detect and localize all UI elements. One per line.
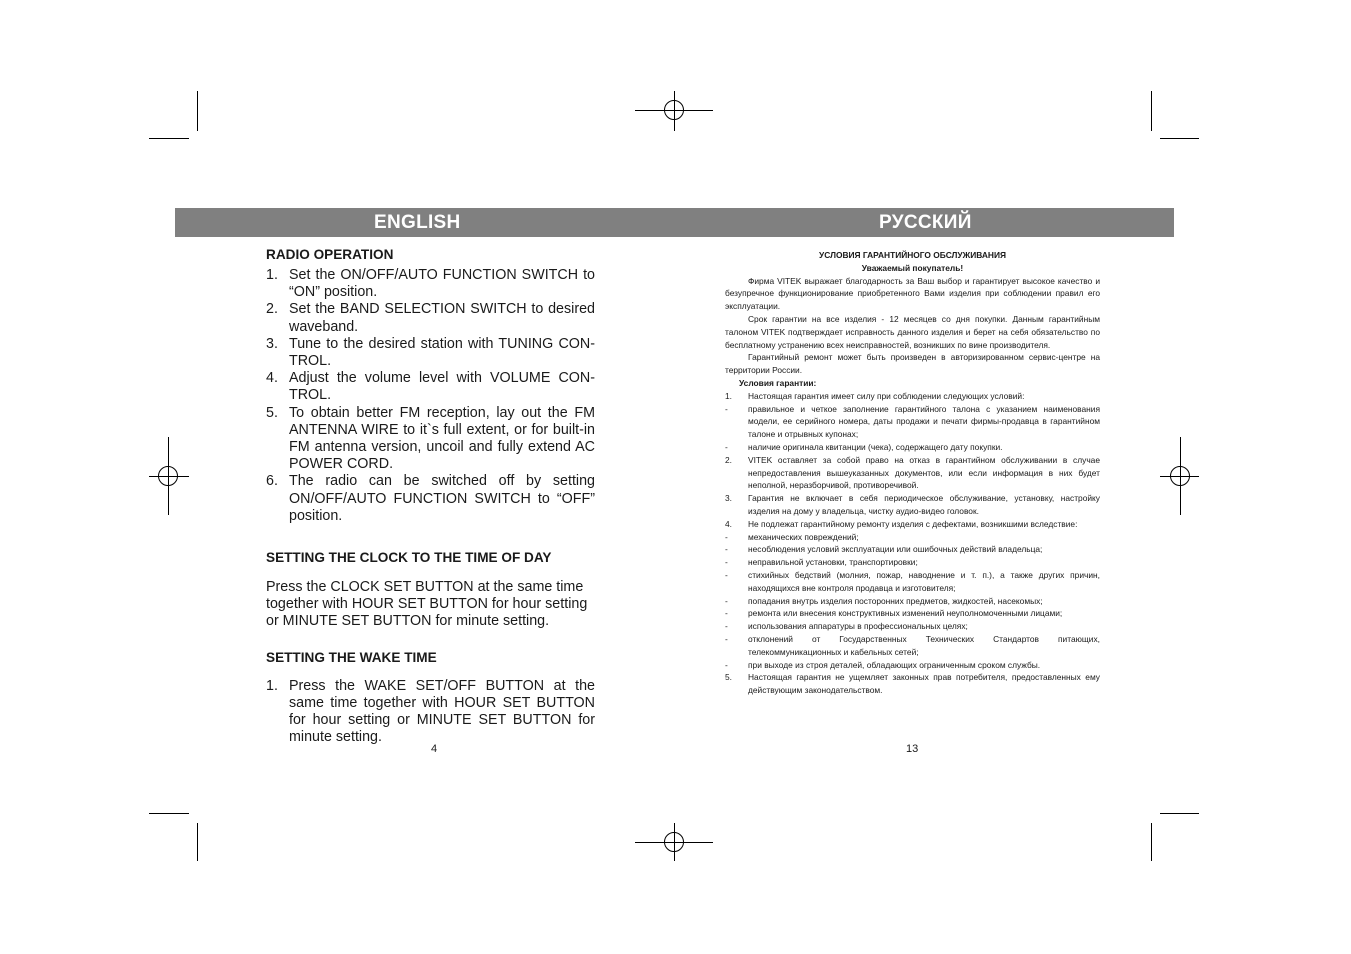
list-item: 2. VITEK оставляет за собой право на отказ в гарантийном обслуживании в случае непредоставления вышеуказанных документов, или если информация в них будет неполной, неразборчивой, противоречивой. [725, 454, 1100, 491]
warranty-title: УСЛОВИЯ ГАРАНТИЙНОГО ОБСЛУЖИВАНИЯ [819, 250, 1006, 260]
list-item: - неправильной установки, транспортировки; [725, 557, 918, 568]
clock-text: Press the CLOCK SET BUTTON at the same time together with HOUR SET BUTTON for hour setting or MINUTE SET BUTTON for minute setting. [266, 579, 588, 630]
list-item: - несоблюдения условий эксплуатации или ошибочных действий владельца; [725, 544, 1043, 555]
list-item: - правильное и четкое заполнение гарантийного талона с указанием наименования модели, ее серийного номера, даты продажи и печати фирмы-продавца в гарантийном талоне и отрывных купонах; [725, 403, 1100, 440]
greeting: Уважаемый покупатель! [861, 262, 964, 273]
russian-title: РУССКИЙ [879, 212, 972, 233]
header-band [175, 208, 1174, 237]
list-item: 1. Set the ON/OFF/AUTO FUNCTION SWITCH to “ON” position. [266, 267, 595, 301]
radio-steps-list [266, 267, 595, 525]
wake-steps-list [266, 678, 595, 747]
paragraph: Срок гарантии на все изделия - 12 месяцев со дня покупки. Данным гарантийным талоном VITEK подтверждает исправность данного изделия и берет на себя обязательство по бесплатному устранению всех неисправностей, возникших по вине производителя. [725, 313, 1100, 350]
paragraph: Фирма VITEK выражает благодарность за Ваш выбор и гарантирует высокое качество и безупречное функционирование приобретенного Вами изделия при соблюдении правил его эксплуатации. [725, 275, 1100, 312]
list-item: - использования аппаратуры в профессиональных целях; [725, 621, 968, 632]
list-item: 2. Set the BAND SELECTION SWITCH to desired waveband. [266, 301, 595, 335]
russian-column [725, 249, 1100, 697]
english-column [266, 246, 595, 746]
list-item: 3. Tune to the desired station with TUNING CON- TROL. [266, 335, 595, 370]
list-item: - ремонта или внесения конструктивных изменений неуполномоченными лицами; [725, 608, 1063, 619]
list-item: 4. Adjust the volume level with VOLUME CON- TROL. [266, 370, 595, 404]
list-item: 5. Настоящая гарантия не ущемляет законных прав потребителя, предоставленных ему действующим законодательством. [725, 672, 1100, 696]
page-number-right: 13 [906, 743, 919, 755]
paragraph: Гарантийный ремонт может быть произведен в авторизированном сервис-центре на территории России. [725, 352, 1100, 376]
english-title: ENGLISH [374, 212, 461, 233]
list-item: 6. The radio can be switched off by setting ON/OFF/AUTO FUNCTION SWITCH to “OFF” position. [266, 473, 595, 524]
list-item: - отклонений от Государственных Технических Стандартов питающих, телекоммуникационных и кабельных сетей; [725, 633, 1100, 657]
list-item: 1. Настоящая гарантия имеет силу при соблюдении следующих условий: [725, 390, 1025, 401]
list-item: - попадания внутрь изделия посторонних предметов, жидкостей, насекомых; [725, 595, 1043, 606]
radio-operation-heading: RADIO OPERATION [266, 247, 394, 262]
list-item: 3. Гарантия не включает в себя периодическое обслуживание, установку, настройку изделия на дому у владельца, чистку аудио-видео головок. [725, 493, 1100, 516]
list-item: 1. Press the WAKE SET/OFF BUTTON at the same time together with HOUR SET BUTTON for hour setting or MINUTE SET BUTTON for minute setting. [266, 677, 595, 746]
list-item: - наличие оригинала квитанции (чека), содержащего дату покупки. [725, 441, 1003, 452]
list-item: 5. To obtain better FM reception, lay out the FM ANTENNA WIRE to it`s full extent, or for built-in FM antenna version, uncoil and fully extend AC POWER CORD. [266, 404, 595, 473]
list-item: - при выходе из строя деталей, обладающих ограниченным сроком службы. [725, 659, 1041, 670]
conditions-heading: Условия гарантии: [739, 377, 817, 388]
list-item: 4. Не подлежат гарантийному ремонту изделия с дефектами, возникшими вследствие: [725, 518, 1078, 529]
wake-heading: SETTING THE WAKE TIME [266, 649, 437, 665]
clock-heading: SETTING THE CLOCK TO THE TIME OF DAY [266, 550, 552, 566]
list-item: - механических повреждений; [725, 531, 859, 542]
page-number-left: 4 [431, 743, 438, 755]
list-item: - стихийных бедствий (молния, пожар, наводнение и т. п.), а также других причин, находящихся вне контроля продавца и изготовителя; [725, 569, 1100, 593]
